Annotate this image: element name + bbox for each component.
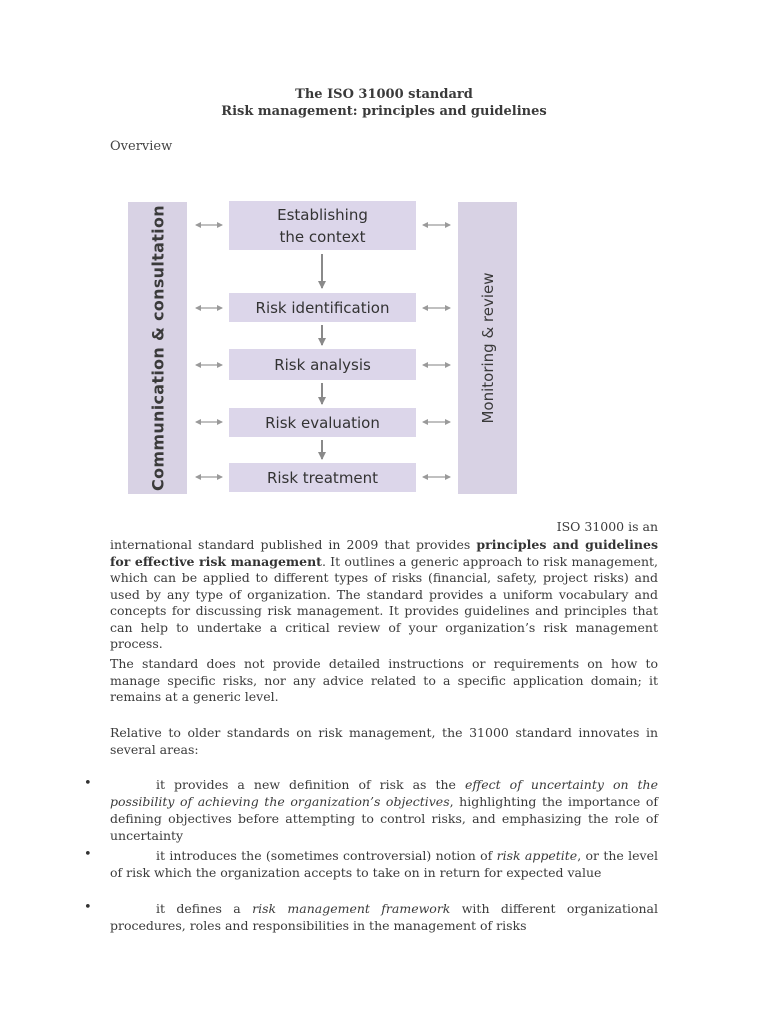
intro-bold: principles and guidelines for effective risk management <box>110 537 658 569</box>
bullet-item <box>110 847 658 881</box>
step-risk-evaluation: Risk evaluation <box>229 408 416 437</box>
bullet-text: , highlighting the importance of defining objectives before attempting to control risks, and emphasizing the role of uncertainty <box>110 794 658 843</box>
paragraph-innovations: Relative to older standards on risk management, the 31000 standard innovates in several areas: <box>110 725 658 757</box>
bullet-dot: • <box>84 900 92 915</box>
bullet-text: , or the level of risk which the organization accepts to take on in return for expected value <box>110 848 658 880</box>
bullet-dot: • <box>84 847 92 862</box>
step-risk-identification: Risk identification <box>229 293 416 322</box>
step-risk-treatment: Risk treatment <box>229 463 416 492</box>
step-risk-analysis: Risk analysis <box>229 349 416 380</box>
bullet-dot: • <box>84 776 92 791</box>
bullet-text: it defines a <box>156 901 253 916</box>
document-subtitle: Risk management: principles and guidelines <box>221 104 547 119</box>
step-label: Establishing the context <box>277 205 368 246</box>
bullet-italic: risk appetite <box>496 848 578 863</box>
document-title: The ISO 31000 standard <box>295 87 473 102</box>
paragraph-lead: ISO 31000 is an <box>556 519 658 534</box>
communication-consultation-label: Communication & consultation <box>148 205 167 491</box>
intro-text-b: . It outlines a generic approach to risk management, which can be applied to different types of risks (financial, safety, project risks) and used by any type of organization. The standard provides a uniform vocabulary and concepts for discussing risk management. It provides guidelines and principles that can help to undertake a critical review of your organization’s risk management process. <box>110 553 658 651</box>
bullet-text: it provides a new definition of risk as the <box>156 777 465 792</box>
intro-text-a: international standard published in 2009 that provides <box>110 537 477 552</box>
bullet-italic: risk management framework <box>252 901 451 916</box>
overview-heading: Overview <box>110 139 173 154</box>
paragraph-scope: The standard does not provide detailed instructions or requirements on how to manage specific risks, nor any advice related to a specific application domain; it remains at a generic level. <box>110 656 658 704</box>
bullet-item <box>110 776 658 844</box>
paragraph-intro <box>110 537 658 653</box>
bullet-italic: effect of uncertainty on the possibility of achieving the organization’s objectives <box>110 777 659 809</box>
bullet-text: it introduces the (sometimes controversial) notion of <box>156 848 497 863</box>
bullet-item <box>110 900 658 934</box>
monitoring-review-label: Monitoring & review <box>478 272 497 424</box>
bullet-text: with different organizational procedures, roles and responsibilities in the management of risks <box>110 901 658 933</box>
